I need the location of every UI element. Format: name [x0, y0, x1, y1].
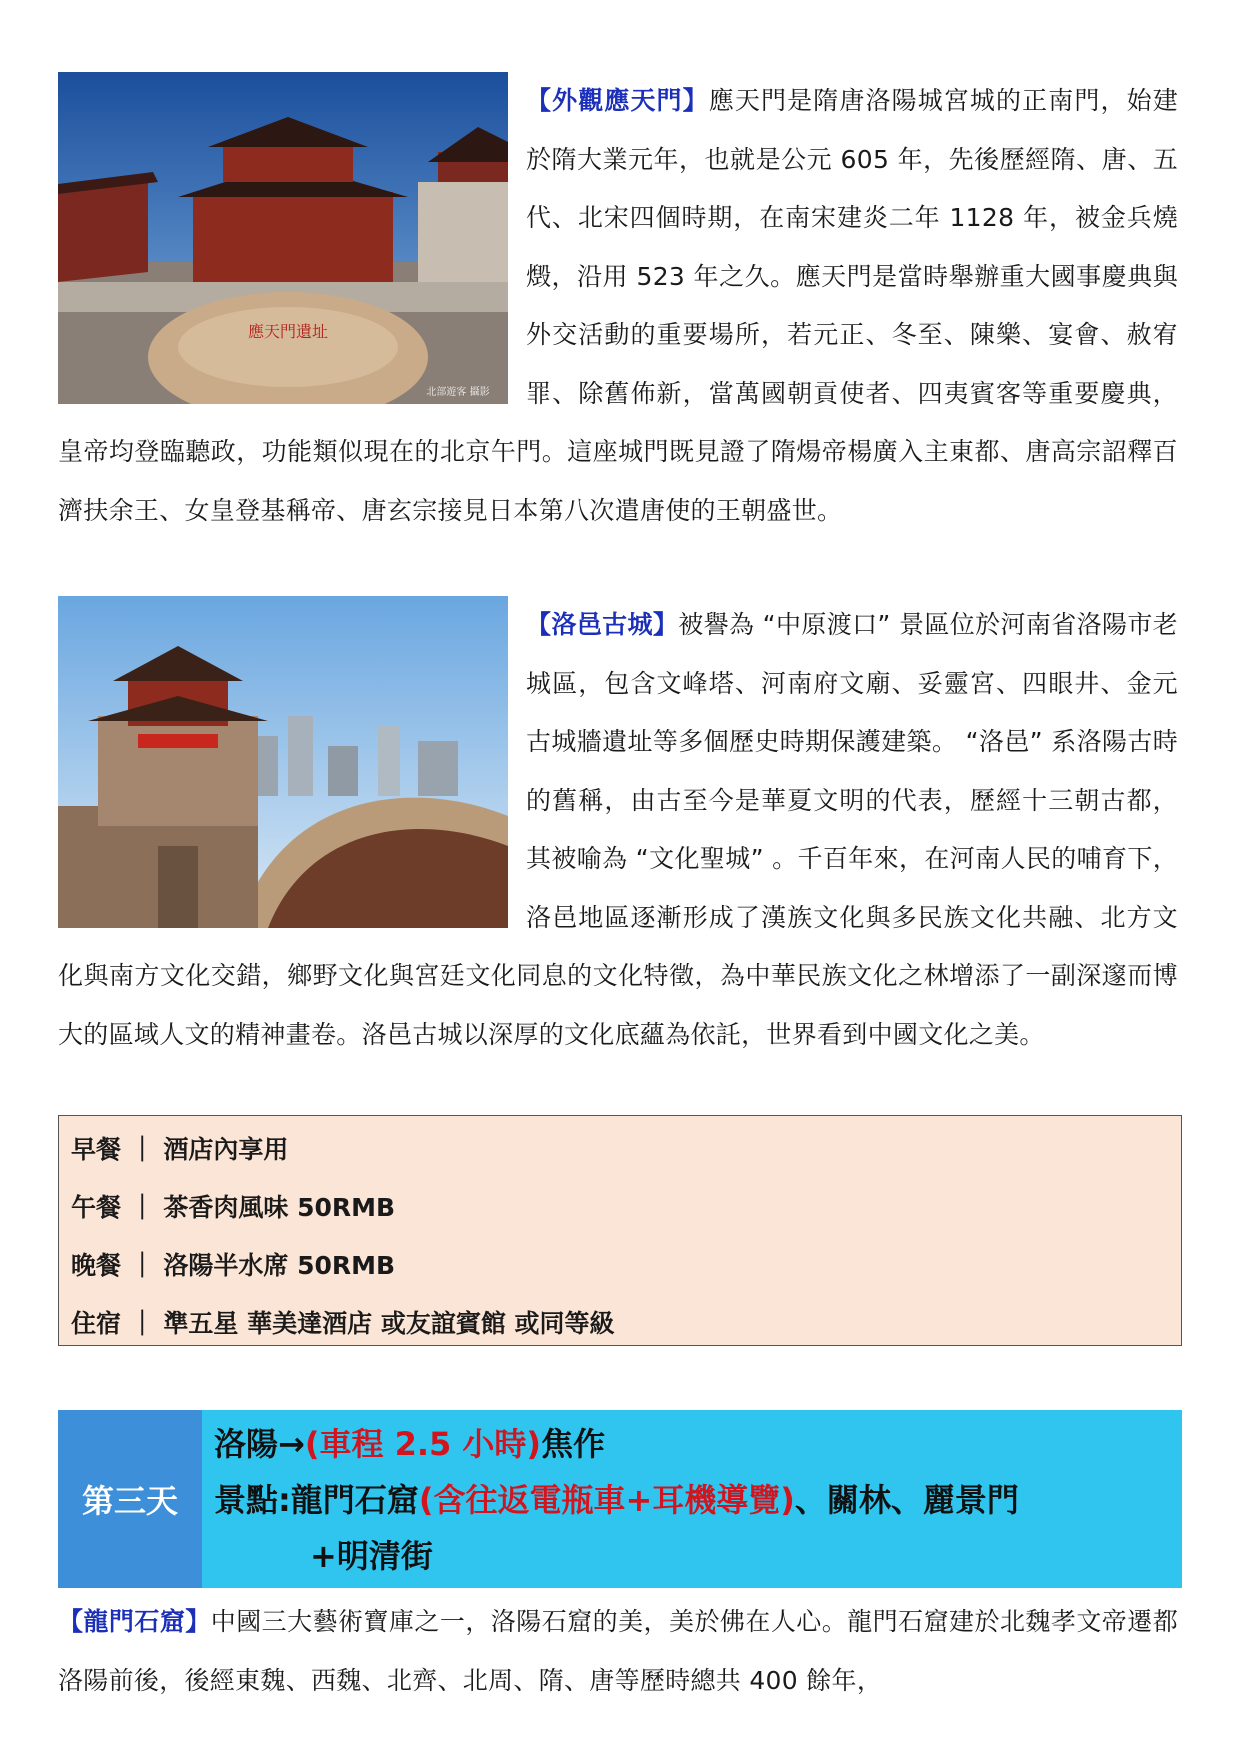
meal-breakfast: 早餐 ｜ 酒店內享用	[71, 1135, 289, 1164]
yingtianmen-body: 應天門是隋唐洛陽城宮城的正南門，始建於隋大業元年，也就是公元 605 年，先後歷經隋、唐、五代、北宋四個時期，在南宋建炎二年 1128 年，被金兵燒燬，沿用 523 年之久。應天門是當時舉辦重大國事慶典與外交活動的重要場所，若元正、冬至、陳樂、宴會、赦宥罪、除舊佈新，當萬國朝貢使者、四夷賓客等重要慶典，皇帝均登臨聽政，功能類似現在的北京午門。這座城門既見證了隋煬帝楊廣入主東都、唐高宗詔釋百濟扶余王、女皇登基稱帝、唐玄宗接見日本第八次遣唐使的王朝盛世。	[58, 86, 1178, 525]
longmen-body: 中國三大藝術寶庫之一，洛陽石窟的美，美於佛在人心。龍門石窟建於北魏孝文帝遷都洛陽前後，後經東魏、西魏、北齊、北周、隋、唐等歷時總共 400 餘年，	[58, 1607, 1178, 1695]
luoyi-illustration	[58, 596, 508, 928]
day3-spots-extra: +明清街	[310, 1537, 433, 1575]
yingtianmen-illustration	[58, 72, 508, 404]
photo-watermark: 北部遊客 攝影	[426, 387, 490, 398]
longmen-text	[58, 1593, 1178, 1710]
meals-box	[58, 1115, 1182, 1346]
route-duration: (車程 2.5 小時)	[304, 1425, 542, 1463]
day3-label: 第三天	[58, 1410, 202, 1588]
day3-spots	[214, 1472, 1170, 1528]
meal-hotel: 住宿 ｜ 準五星 華美達酒店 或友誼賓館 或同等級	[71, 1309, 615, 1338]
day3-banner	[58, 1410, 1182, 1588]
spots-main: 景點:龍門石窟	[214, 1481, 419, 1519]
section-luoyi-old-town	[58, 596, 1178, 1064]
section-yingtianmen	[58, 72, 1178, 540]
luoyi-title: 【洛邑古城】	[526, 610, 679, 639]
longmen-title: 【龍門石窟】	[58, 1607, 211, 1636]
route-to: 焦作	[541, 1425, 606, 1463]
yingtianmen-photo	[58, 72, 508, 404]
day3-itinerary	[202, 1410, 1182, 1588]
luoyi-body: 被譽為 “中原渡口” 景區位於河南省洛陽市老城區，包含文峰塔、河南府文廟、妥靈宮、四眼井、金元古城牆遺址等多個歷史時期保護建築。 “洛邑” 系洛陽古時的舊稱，由古至今是華夏文明的代表，歷經十三朝古都，其被喻為 “文化聖城” 。千百年來，在河南人民的哺育下，洛邑地區逐漸形成了漢族文化與多民族文化共融、北方文化與南方文化交錯，鄉野文化與宮廷文化同息的文化特徵，為中華民族文化之林增添了一副深邃而博大的區域人文的精神畫卷。洛邑古城以深厚的文化底蘊為依託，世界看到中國文化之美。	[58, 610, 1178, 1049]
svg-text:應天門遺址: 應天門遺址	[247, 322, 329, 341]
route-from: 洛陽→	[214, 1425, 305, 1463]
spots-included: (含往返電瓶車+耳機導覽)	[418, 1481, 795, 1519]
meal-dinner: 晚餐 ｜ 洛陽半水席 50RMB	[71, 1251, 396, 1280]
section-longmen	[58, 1593, 1178, 1710]
spots-more: 、關林、麗景門	[794, 1481, 1019, 1519]
yingtianmen-title: 【外觀應天門】	[526, 86, 709, 115]
day3-route	[214, 1416, 1170, 1472]
meal-lunch: 午餐 ｜ 茶香肉風味 50RMB	[71, 1193, 396, 1222]
luoyi-photo	[58, 596, 508, 928]
